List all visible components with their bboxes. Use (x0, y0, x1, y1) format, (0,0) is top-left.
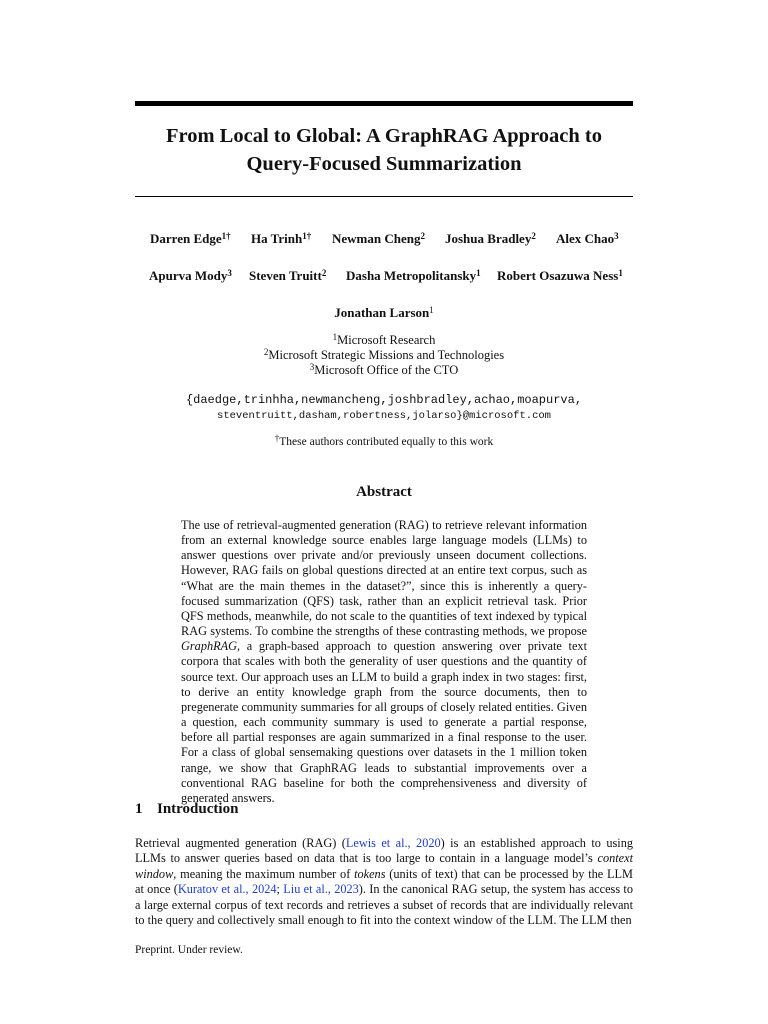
author: Apurva Mody$^3$ (149, 268, 232, 283)
affiliations (135, 333, 633, 378)
citation-link[interactable]: Lewis et al., 2020 (345, 836, 441, 850)
title-bottom-rule (135, 196, 633, 197)
author: Joshua Bradley$^2$ (445, 231, 536, 246)
author: Ha Trinh$^{1\dagger}$ (251, 231, 312, 246)
affiliation: $^2$Microsoft Strategic Missions and Technologies (263, 347, 505, 362)
author-row-3 (135, 305, 633, 321)
equal-contribution-note: †These authors contributed equally to this work (274, 433, 494, 448)
citation-link[interactable]: Kuratov et al., 2024 (177, 882, 277, 897)
title-line-2: Query-Focused Summarization (246, 153, 522, 175)
affiliation: $^3$Microsoft Office of the CTO (309, 362, 459, 377)
author: Darren Edge$^{1\dagger}$ (150, 231, 231, 246)
email-line-2: steventruitt,dasham,robertness,jolarso}@microsoft.com (217, 410, 551, 422)
affiliation: $^1$Microsoft Research (332, 332, 436, 347)
author: Robert Osazuwa Ness$^1$ (497, 268, 623, 283)
section-heading-introduction (135, 801, 238, 818)
author-emails (135, 392, 633, 424)
email-line-1: {daedge,trinhha,newmancheng,joshbradley,achao,moapurva, (185, 393, 583, 407)
author: Dasha Metropolitansky$^1$ (346, 268, 481, 283)
paper-title (135, 122, 633, 178)
section-title: Introduction (157, 801, 239, 817)
introduction-paragraph: Retrieval augmented generation (RAG) (Lewis et al., 2020) is an established approach to using LLMs to answer queries based on data that is too large to contain in a language model’s context window, meaning the maximum number of tokens (units of text) that can be processed by the LLM at once (Kuratov et al., 2024; Liu et al., 2023). In the canonical RAG setup, the system has access to a large external corpus of text records and retrieves a subset of records that are individually relevant to the query and collectively small enough to fit into the context window of the LLM. The LLM then (135, 836, 633, 928)
preprint-footer: Preprint. Under review. (135, 944, 243, 956)
section-number: 1 (135, 801, 143, 817)
abstract-body: The use of retrieval-augmented generation (RAG) to retrieve relevant information from an external knowledge source enables large language models (LLMs) to answer questions over private and/or previously unseen document collections. However, RAG fails on global questions directed at an entire text corpus, such as “What are the main themes in the dataset?”, since this is inherently a query-focused summarization (QFS) task, rather than an explicit retrieval task. Prior QFS methods, meanwhile, do not scale to the quantities of text indexed by typical RAG systems. To combine the strengths of these contrasting methods, we propose GraphRAG, a graph-based approach to question answering over private text corpora that scales with both the generality of user questions and the quantity of source text. Our approach uses an LLM to build a graph index in two stages: first, to derive an entity knowledge graph from the source documents, then to pregenerate community summaries for all groups of closely related entities. Given a question, each community summary is used to generate a partial response, before all partial responses are again summarized in a final response to the user. For a class of global sensemaking questions over datasets in the 1 million token range, we show that GraphRAG leads to substantial improvements over a conventional RAG baseline for both the comprehensiveness and diversity of generated answers. (181, 518, 587, 805)
author: Alex Chao$^3$ (556, 231, 619, 246)
title-top-rule (135, 101, 633, 106)
author: Jonathan Larson$^1$ (334, 305, 434, 320)
author: Newman Cheng$^2$ (332, 231, 425, 246)
author: Steven Truitt$^2$ (249, 268, 327, 283)
title-line-1: From Local to Global: A GraphRAG Approach to (165, 125, 603, 147)
citation-link[interactable]: Liu et al., 2023 (283, 882, 359, 897)
abstract-heading: Abstract (356, 484, 412, 500)
